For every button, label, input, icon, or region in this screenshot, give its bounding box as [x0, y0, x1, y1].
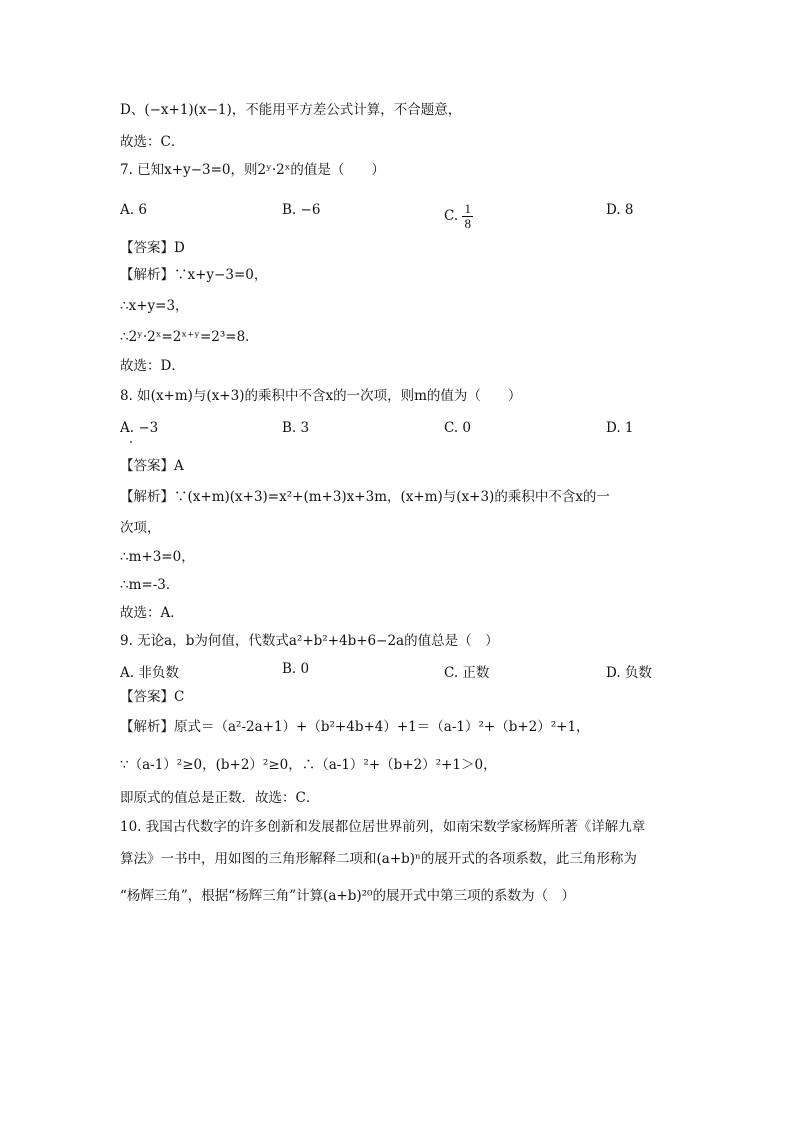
q8-analysis-line: ∴m+3=0，: [120, 549, 195, 565]
q7-answer: 【答案】D: [120, 240, 185, 256]
q6-choice: 故选：C．: [120, 134, 185, 150]
stray-dot-mark: [130, 441, 132, 443]
q7-analysis-line: ∴x+y=3，: [120, 298, 189, 314]
q7-option-d: D. 8: [606, 202, 634, 218]
q9-option-b: B. 0: [282, 661, 310, 677]
q9-option-d: D. 负数: [606, 665, 652, 681]
q8-options: [120, 420, 680, 444]
q8-option-d: D. 1: [606, 420, 634, 436]
q9-option-a: A. 非负数: [120, 665, 179, 681]
q9-analysis-line: ∵（a-1）²≥0，(b+2）²≥0，∴（a-1）²+（b+2）²+1＞0，: [120, 757, 497, 773]
q8-analysis-line: 【解析】∵(x+m)(x+3)=x²+(m+3)x+3m，(x+m)与(x+3)的乘积中不含x的一: [120, 489, 610, 505]
q8-answer: 【答案】A: [120, 458, 184, 474]
q7-option-b: B. −6: [282, 202, 321, 218]
q8-choice: 故选：A．: [120, 605, 184, 621]
q10-stem-line: “杨辉三角”，根据“杨辉三角”计算(a+b)²⁰的展开式中第三项的系数为（ ）: [120, 888, 575, 904]
q8-option-b: B. 3: [282, 420, 310, 436]
q7-analysis-line: 【解析】∵x+y−3=0，: [120, 267, 268, 283]
q10-stem-line: 10. 我国古代数字的许多创新和发展都位居世界前列，如南宋数学家杨辉所著《详解九章: [120, 819, 646, 835]
q7-analysis-line: ∴2ʸ·2ˣ=2ˣ⁺ʸ=2³=8．: [120, 329, 259, 345]
q9-answer: 【答案】C: [120, 689, 185, 705]
q8-stem: 8. 如(x+m)与(x+3)的乘积中不含x的一次项，则m的值为（ ）: [120, 388, 522, 404]
q9-conclusion: 即原式的值总是正数．故选：C．: [120, 790, 320, 806]
q9-stem: 9. 无论a，b为何值，代数式a²+b²+4b+6−2a的值总是（ ）: [120, 633, 499, 649]
q8-option-a: A. −3: [120, 420, 159, 436]
q9-option-c: C. 正数: [444, 665, 490, 681]
fraction-numerator: 1: [464, 201, 471, 216]
fraction-denominator: 8: [464, 216, 471, 231]
q7-stem: 7. 已知x+y−3=0，则2ʸ·2ˣ的值是（ ）: [120, 162, 385, 178]
q8-analysis-line: 次项，: [120, 520, 161, 536]
q6-option-d-analysis: D、(−x+1)(x−1)，不能用平方差公式计算，不合题意，: [120, 102, 462, 118]
q7-choice: 故选：D．: [120, 358, 185, 374]
q7-option-a: A. 6: [120, 202, 147, 218]
q7-option-c: C. $\frac{1}{8}$: [444, 201, 471, 231]
q8-analysis-line: ∴m=-3．: [120, 577, 180, 593]
q9-analysis-line: 【解析】原式＝（a²-2a+1）+（b²+4b+4）+1＝（a-1）²+（b+2）²+1，: [120, 719, 590, 735]
q8-option-c: C. 0: [444, 420, 472, 436]
q10-stem-line: 算法》一书中，用如图的三角形解释二项和(a+b)ⁿ的展开式的各项系数，此三角形称为: [120, 851, 637, 867]
q9-options: [120, 661, 680, 685]
q7-options: [120, 201, 680, 231]
fraction-one-eighth: [462, 202, 473, 231]
